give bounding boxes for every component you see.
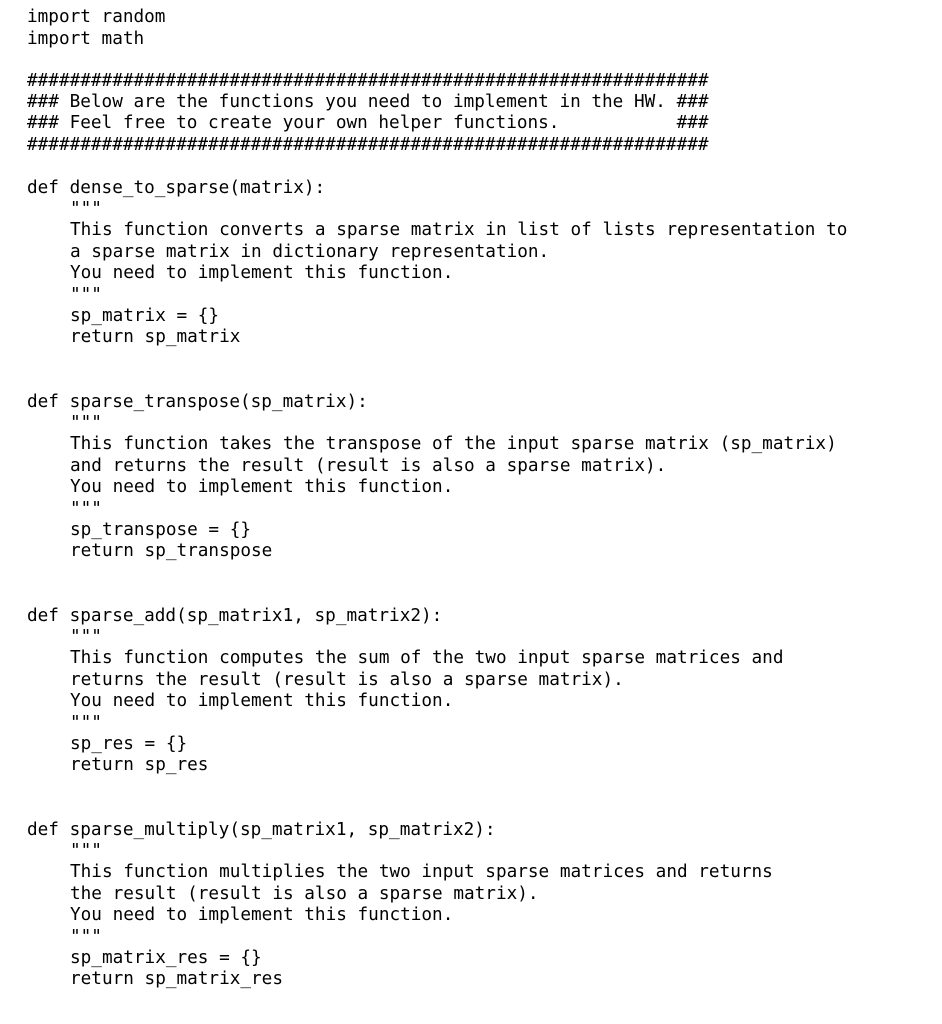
banner-border-top: ################################################################ <box>27 71 709 91</box>
code-line: return sp_matrix <box>70 327 241 347</box>
docstring-line: and returns the result (result is also a sparse matrix). <box>70 456 667 476</box>
docstring-close: """ <box>70 927 102 947</box>
docstring-line: a sparse matrix in dictionary representation. <box>70 242 550 262</box>
function-signature-sparse-add: def sparse_add(sp_matrix1, sp_matrix2): <box>27 606 443 626</box>
docstring-line: This function converts a sparse matrix in list of lists representation to <box>70 220 848 240</box>
import-math-line: import math <box>27 29 145 49</box>
code-line: sp_transpose = {} <box>70 520 252 540</box>
docstring-line: You need to implement this function. <box>70 263 454 283</box>
docstring-line: the result (result is also a sparse matrix). <box>70 884 539 904</box>
docstring-line: You need to implement this function. <box>70 477 454 497</box>
code-line: return sp_transpose <box>70 541 273 561</box>
docstring-open: """ <box>70 413 102 433</box>
docstring-close: """ <box>70 285 102 305</box>
code-line: return sp_matrix_res <box>70 969 283 989</box>
code-line: sp_res = {} <box>70 734 188 754</box>
docstring-line: returns the result (result is also a sparse matrix). <box>70 670 624 690</box>
docstring-line: You need to implement this function. <box>70 905 454 925</box>
banner-line-1: ### Below are the functions you need to implement in the HW. ### <box>27 92 709 112</box>
docstring-line: This function computes the sum of the two input sparse matrices and <box>70 648 784 668</box>
banner-border-bottom: ################################################################ <box>27 135 709 155</box>
docstring-line: This function takes the transpose of the input sparse matrix (sp_matrix) <box>70 434 837 454</box>
docstring-open: """ <box>70 199 102 219</box>
function-signature-sparse-transpose: def sparse_transpose(sp_matrix): <box>27 392 368 412</box>
import-random-line: import random <box>27 7 166 27</box>
docstring-close: """ <box>70 499 102 519</box>
function-signature-dense-to-sparse: def dense_to_sparse(matrix): <box>27 178 326 198</box>
docstring-line: You need to implement this function. <box>70 691 454 711</box>
docstring-close: """ <box>70 713 102 733</box>
docstring-open: """ <box>70 841 102 861</box>
code-line: sp_matrix_res = {} <box>70 948 262 968</box>
banner-line-2: ### Feel free to create your own helper functions. ### <box>27 113 709 133</box>
docstring-open: """ <box>70 627 102 647</box>
function-signature-sparse-multiply: def sparse_multiply(sp_matrix1, sp_matrix2): <box>27 820 496 840</box>
docstring-line: This function multiplies the two input sparse matrices and returns <box>70 862 773 882</box>
code-line: sp_matrix = {} <box>70 306 220 326</box>
code-line: return sp_res <box>70 755 209 775</box>
